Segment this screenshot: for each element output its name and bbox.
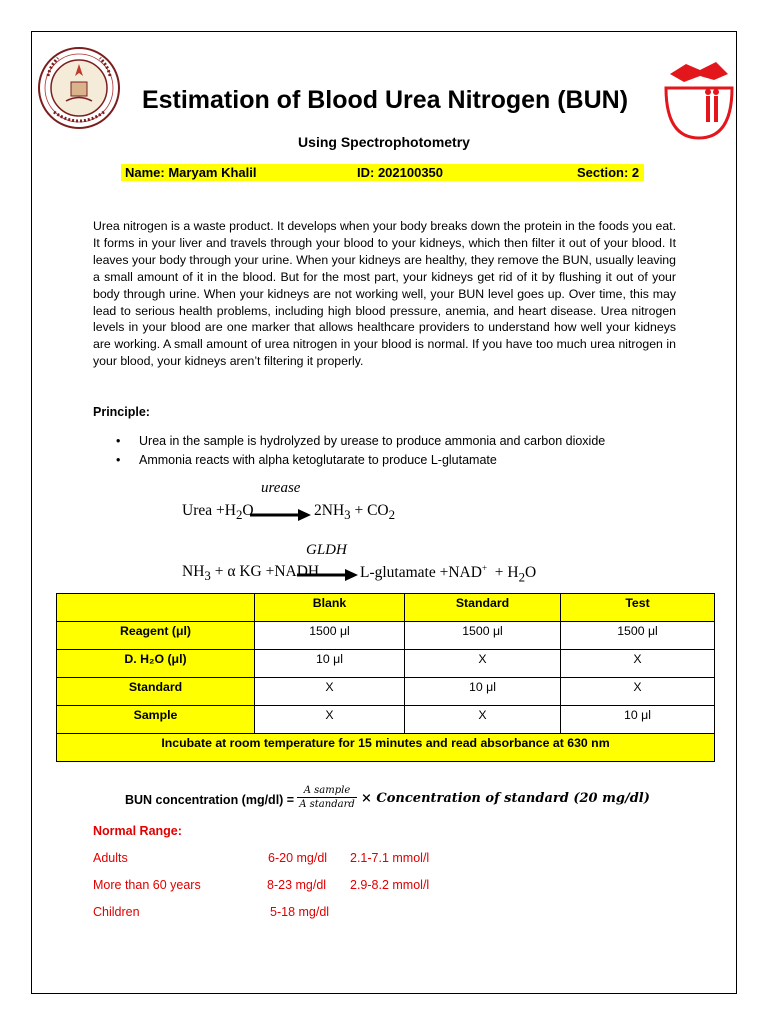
column-header: Standard: [405, 594, 561, 622]
table-cell: 1500 μl: [405, 622, 561, 650]
column-header: Test: [561, 594, 715, 622]
table-cell: 1500 μl: [255, 622, 405, 650]
range-mmol: 2.9-8.2 mmol/l: [350, 878, 430, 892]
student-id: ID: 202100350: [357, 165, 444, 180]
university-of-bahrain-logo: [36, 46, 122, 130]
reaction1-enzyme: urease: [261, 480, 301, 496]
list-item: • Ammonia reacts with alpha ketoglutarate to produce L-glutamate: [116, 453, 497, 467]
intro-paragraph: Urea nitrogen is a waste product. It develops when your body breaks down the protein in the foods you eat. It forms in your liver and travels through your blood to your kidneys, which then filter it out of your blood. It leaves your body through your urine. When your kidneys are healthy, they remove the BUN, usually leaving a small amount of it in the blood. But for the most part, your kidneys get rid of it by flushing it out of your body through urine. When your kidneys are not working well, your BUN level goes up. Over time, this may lead to serious health problems, including high blood pressure, anemia, and heart disease. Urea nitrogen levels in your blood are one marker that allows healthcare providers to understand how well your kidneys are working. A small amount of urea nitrogen in your blood is normal. If you have too much urea nitrogen in your blood, your kidneys aren’t filtering it properly.: [93, 219, 676, 369]
row-label: Reagent (μl): [57, 622, 255, 650]
range-mmol: 2.1-7.1 mmol/l: [350, 851, 430, 865]
formula-label: BUN concentration (mg/dl) =: [125, 793, 295, 807]
principle-list: [93, 433, 605, 471]
reaction2-reactants: $NH_3 + \alpha$ KG +NADH: [182, 563, 320, 584]
row-label: Sample: [57, 706, 255, 734]
table-cell: X: [405, 706, 561, 734]
table-cell: 10 μl: [561, 706, 715, 734]
student-name: Name: Maryam Khalil: [125, 165, 257, 180]
row-label: Standard: [57, 678, 255, 706]
student-section: Section: 2: [577, 165, 640, 180]
table-footer-row: [57, 734, 715, 762]
reaction2-enzyme: GLDH: [306, 542, 347, 558]
table-row: [57, 706, 715, 734]
table-row: [57, 622, 715, 650]
list-item: • Urea in the sample is hydrolyzed by urease to produce ammonia and carbon dioxide: [116, 434, 606, 448]
range-group: Adults: [93, 851, 128, 865]
red-crescent-logo: [656, 58, 742, 140]
reaction2-arrow-icon: [297, 568, 359, 582]
bullet-icon: •: [116, 453, 121, 467]
row-label: D. H₂O (μl): [57, 650, 255, 678]
page-title: Estimation of Blood Urea Nitrogen (BUN): [141, 86, 629, 114]
fraction-denominator: A standard: [299, 799, 355, 810]
reaction1-arrow-icon: [250, 508, 312, 522]
page-subtitle: Using Spectrophotometry: [298, 134, 470, 150]
table-cell: 10 μl: [255, 650, 405, 678]
table-row: [57, 650, 715, 678]
bullet-icon: •: [116, 434, 121, 448]
fraction-numerator: A sample: [297, 785, 357, 798]
range-mg: 8-23 mg/dl: [267, 878, 327, 892]
table-cell: 10 μl: [405, 678, 561, 706]
procedure-table: [56, 593, 715, 762]
range-mg: 5-18 mg/dl: [270, 905, 330, 919]
range-mg: 6-20 mg/dl: [268, 851, 328, 865]
formula-rhs: × Concentration of standard (20 mg/dl): [361, 791, 650, 806]
reaction2-products: L-glutamate $+NAD^+ + H_2O$: [360, 563, 537, 585]
table-row: [57, 678, 715, 706]
table-cell: X: [255, 678, 405, 706]
absorbance-fraction: [297, 785, 357, 810]
incubation-note: Incubate at room temperature for 15 minutes and read absorbance at 630 nm: [57, 734, 715, 762]
normal-range-heading: Normal Range:: [93, 824, 182, 838]
reaction1-reactants: Urea $+H_2O$: [182, 502, 254, 523]
column-header: Blank: [255, 594, 405, 622]
table-cell: 1500 μl: [561, 622, 715, 650]
range-group: More than 60 years: [93, 878, 201, 892]
principle-heading: Principle:: [93, 405, 150, 419]
table-header-row: [57, 594, 715, 622]
table-cell: X: [561, 650, 715, 678]
table-cell: X: [561, 678, 715, 706]
student-info-bar: [121, 164, 644, 181]
table-cell: X: [255, 706, 405, 734]
reaction1-products: $2NH_3 + CO_2$: [314, 502, 396, 523]
range-group: Children: [93, 905, 140, 919]
table-cell: X: [405, 650, 561, 678]
